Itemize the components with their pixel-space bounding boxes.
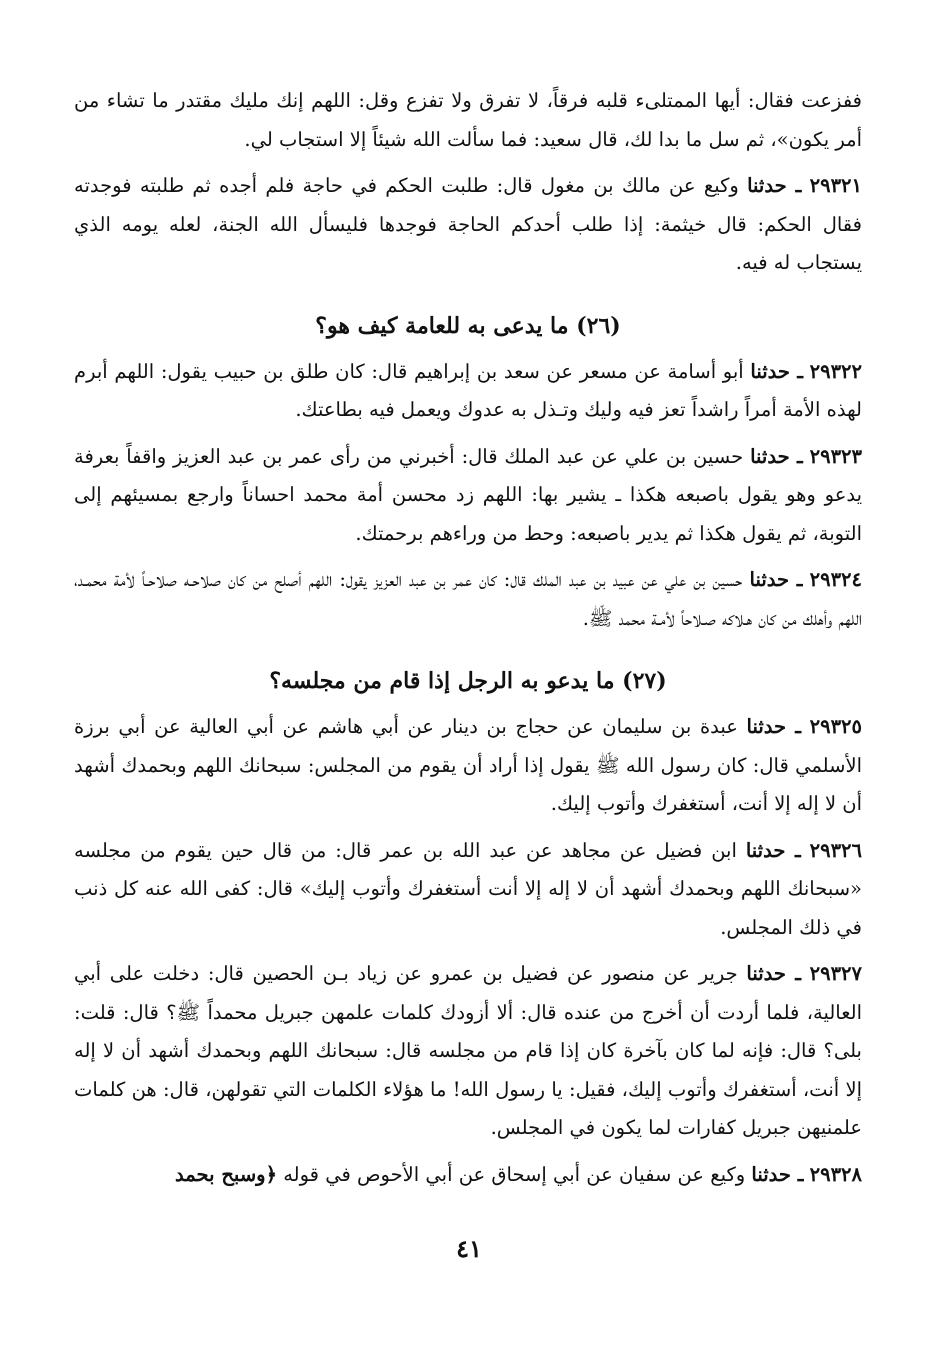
hadith-lead: ـ حدثنا — [750, 444, 803, 468]
hadith-lead: ـ حدثنا — [749, 568, 803, 591]
page-number: ٤١ — [456, 1234, 482, 1263]
hadith-number: ٢٩٣٢٨ — [809, 1162, 862, 1186]
hadith-text: حسين بن علي عن عبد الملك قال: أخبرني من رأى عمر بن عبد العزيز واقفاً بعرفة يدعو وهو يقول باصبعه هكذا ـ يشير بها: اللهم زد محسن أمة محمد احساناً وارجع بمسيئهم إلى التوبة، ثم يقول هكذا ثم يدير باصبعه: وحط من وراءهم برحمتك. — [74, 444, 862, 545]
hadith-number: ٢٩٣٢٢ — [809, 359, 863, 383]
hadith-paragraph — [74, 438, 862, 554]
hadith-lead: ـ حدثنا — [747, 174, 802, 197]
hadith-paragraph — [74, 955, 862, 1148]
hadith-text: وكيع عن سفيان عن أبي إسحاق عن أبي الأحوص في قوله — [283, 1162, 746, 1186]
hadith-paragraph — [74, 167, 862, 283]
hadith-number: ٢٩٣٢١ — [809, 174, 862, 197]
hadith-lead: ـ حدثنا — [745, 838, 801, 862]
hadith-lead: ـ حدثنا — [746, 715, 802, 738]
hadith-text: عبدة بن سليمان عن حجاج بن دينار عن أبي هاشم عن أبي العالية عن أبي برزة الأسلمي قال: كان رسول الله ﷺ يقول إذا أراد أن يقوم من المجلس: سبحانك اللهم وبحمدك أشهد أن لا إله إلا أنت، أستغفرك وأتوب إليك. — [74, 715, 862, 815]
hadith-number: ٢٩٣٢٤ — [809, 568, 863, 591]
hadith-paragraph — [74, 832, 862, 948]
paragraph: ففزعت فقال: أيها الممتلىء قلبه فرقاً، لا تفرق ولا تفزع وقل: اللهم إنك مليك مقتدر ما تشاء من أمر يكون»، ثم سل ما بدا لك، قال سعيد: فما سألت الله شيئاً إلا استجاب لي. — [74, 89, 862, 151]
hadith-paragraph — [74, 353, 862, 430]
hadith-lead: ـ حدثنا — [746, 962, 801, 985]
hadith-text: ابن فضيل عن مجاهد عن عبد الله بن عمر قال: من قال حين يقوم من مجلسه «سبحانك اللهم وبحمدك أشهد أن لا إله إلا أنت أستغفرك وأتوب إليك» قال: كفى الله عنه كل ذنب في ذلك المجلس. — [74, 838, 862, 939]
section-heading: (٢٦) ما يدعى به للعامة كيف هو؟ — [315, 312, 621, 339]
hadith-lead: ـ حدثنا — [751, 1162, 804, 1186]
section-heading: (٢٧) ما يدعو به الرجل إذا قام من مجلسه؟ — [269, 668, 667, 694]
page-body — [74, 82, 862, 1202]
hadith-number: ٢٩٣٢٦ — [809, 838, 863, 862]
hadith-paragraph — [74, 561, 862, 638]
hadith-number: ٢٩٣٢٧ — [809, 962, 863, 985]
hadith-text: جرير عن منصور عن فضيل بن عمرو عن زياد بـن الحصين قال: دخلت على أبي العالية، فلما أردت أن أخرج من عنده قال: ألا أزودك كلمات علمهن جبريل محمداً ﷺ؟ قال: قلت: بلى؟ قال: فإنه لما كان بآخرة كان إذا قام من مجلسه قال: سبحانك اللهم وبحمدك أشهد أن لا إله إلا أنت، أستغفرك وأتوب إليك، فقيل: يا رسول الله! ما هؤلاء الكلمات التي تقولهن، قال: هن كلمات علمنيهن جبريل كفارات لما يكون في المجلس. — [74, 962, 862, 1139]
hadith-text: وكيع عن مالك بن مغول قال: طلبت الحكم في حاجة فلم أجده ثم طلبته فوجدته فقال الحكم: قال خيثمة: إذا طلب أحدكم الحاجة فوجدها فليسأل الله الجنة، لعله يومه الذي يستجاب له فيه. — [74, 174, 862, 274]
hadith-number: ٢٩٣٢٥ — [809, 715, 862, 738]
hadith-number: ٢٩٣٢٣ — [809, 444, 863, 468]
hadith-paragraph — [74, 708, 862, 824]
hadith-paragraph — [74, 1156, 862, 1195]
hadith-text: حسين بن علي عن عبيد بن عبد الملك قال: كان عمر بن عبد العزيز يقول: اللهم أصلح من كان صلاحـه صلاحـاً لأمة محمـد، اللهم وأهلك من كان هـلاكه صـلاحاً لأمـة محمد ﷺ. — [74, 568, 862, 630]
hadith-text: أبو أسامة عن مسعر عن سعد بن إبراهيم قال: كان طلق بن حبيب يقول: اللهم أبرم لهذه الأمة أمراً راشداً تعز فيه وليك وتـذل به عدوك ويعمل فيه بطاعتك. — [74, 359, 862, 421]
hadith-lead: ـ حدثنا — [750, 359, 803, 383]
quran-quote: ﴿وسبح بحمد — [175, 1162, 277, 1186]
